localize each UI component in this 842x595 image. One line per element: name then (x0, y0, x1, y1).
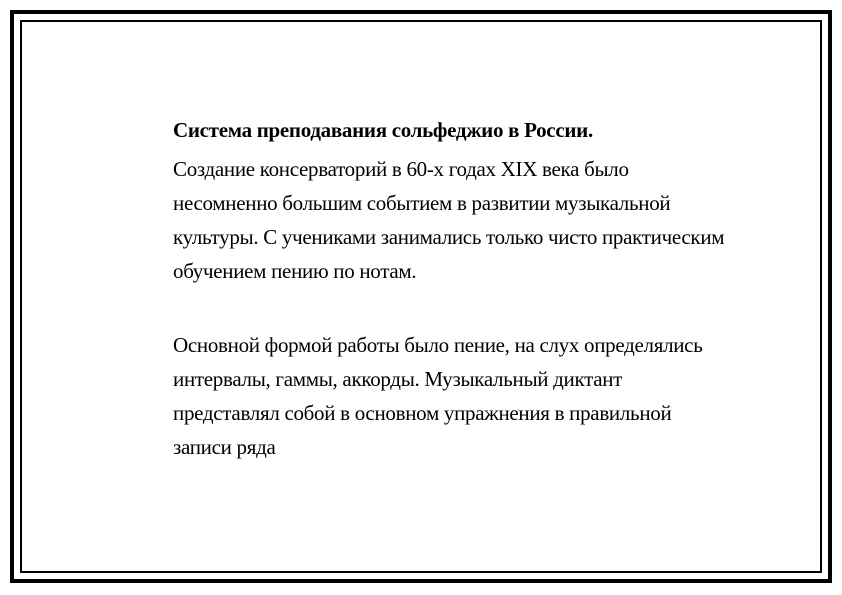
paragraph-1: Создание консерваторий в 60-х годах XIX века было несомненно большим событием в развитии музыкальной культуры. С учениками занимались только чисто практическим обучением пению по нотам. (173, 157, 725, 283)
slide-heading: Система преподавания сольфеджио в России. (173, 118, 593, 142)
slide-content (173, 116, 733, 464)
paragraph-2: Основной формой работы было пение, на слух определялись интервалы, гаммы, аккорды. Музыкальный диктант представлял собой в основном упражнения в правильной записи ряда (173, 333, 703, 459)
